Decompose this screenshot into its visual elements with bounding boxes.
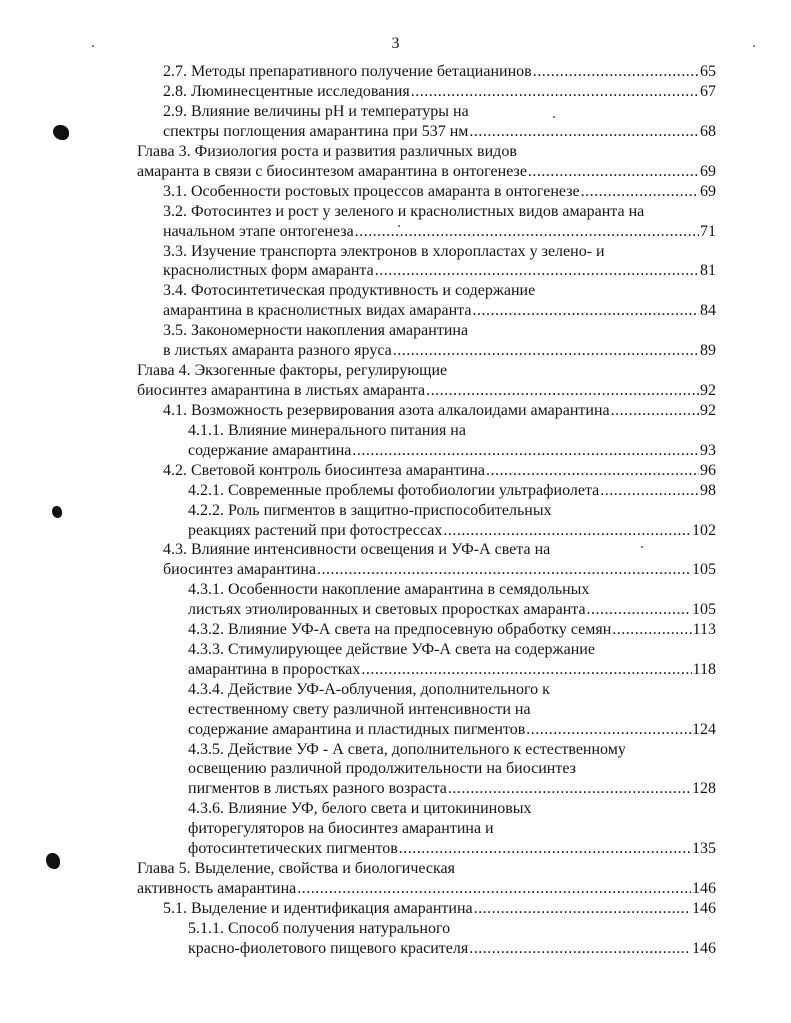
toc-entry: амаранта в связи с биосинтезом амарантина в онтогенезе ..... 69 xyxy=(137,162,716,182)
toc-entry: естественному свету различной интенсивности на xyxy=(188,701,531,718)
toc-entry: листьях этиолированных и световых проростках амаранта ..... 105 xyxy=(188,600,716,620)
toc-entry: Глава 4. Экзогенные факторы, регулирующие xyxy=(137,362,448,379)
toc-entry: фиторегуляторов на биосинтез амарантина и xyxy=(188,820,494,837)
toc-entry: 4.3.5. Действие УФ - А света, дополнительного к естественному xyxy=(188,741,626,758)
scan-speck xyxy=(553,116,555,118)
toc-entry: 5.1. Выделение и идентификация амарантина ..... 146 xyxy=(163,899,716,919)
toc-entry: 2.9. Влияние величины pH и температуры на xyxy=(163,103,469,120)
toc-entry: 4.2.2. Роль пигментов в защитно-приспособительных xyxy=(188,502,552,519)
toc-entry: 2.7. Методы препаративного получение бетацианинов ..... 65 xyxy=(163,62,716,82)
toc-entry: 4.3.4. Действие УФ-А-облучения, дополнительного к xyxy=(188,681,550,698)
toc-entry: 4.3.2. Влияние УФ-А света на предпосевную обработку семян ..... 113 xyxy=(188,620,716,640)
toc-entry: биосинтез амарантина в листьях амаранта ..... 92 xyxy=(137,381,716,401)
toc-entry: 4.1. Возможность резервирования азота алкалоидами амарантина ..... 92 xyxy=(163,401,716,421)
toc-entry: 4.3.6. Влияние УФ, белого света и цитокининовых xyxy=(188,800,532,817)
scan-blot xyxy=(52,506,62,518)
toc-entry: содержание амарантина и пластидных пигментов ..... 124 xyxy=(188,720,716,740)
page-number: 3 xyxy=(391,35,400,52)
scan-speck xyxy=(641,546,643,548)
toc-entry: 3.3. Изучение транспорта электронов в хлоропластах у зелено- и xyxy=(163,243,605,260)
toc-entry: в листьях амаранта разного яруса ..... 89 xyxy=(163,341,716,361)
toc-entry: активность амарантина ..... 146 xyxy=(137,879,716,899)
toc-entry: амарантина в проростках ..... 118 xyxy=(188,660,716,680)
toc-entry: 4.1.1. Влияние минерального питания на xyxy=(188,422,466,439)
toc-entry: 3.1. Особенности ростовых процессов амаранта в онтогенезе ..... 69 xyxy=(163,182,716,202)
toc-entry: фотосинтетических пигментов ..... 135 xyxy=(188,839,716,859)
toc-entry: 4.3.1. Особенности накопление амарантина в семядольных xyxy=(188,581,590,598)
toc-entry: 4.3. Влияние интенсивности освещения и УФ-А света на xyxy=(163,541,551,558)
toc-entry: освещению различной продолжительности на биосинтез xyxy=(188,760,576,777)
toc-entry: 4.2. Световой контроль биосинтеза амарантина ..... 96 xyxy=(163,461,716,481)
scan-speck xyxy=(753,45,755,47)
toc-entry: начальном этапе онтогенеза ..... 71 xyxy=(163,222,716,242)
toc-entry: пигментов в листьях разного возраста ..... 128 xyxy=(188,779,716,799)
toc-entry: 4.3.3. Стимулирующее действие УФ-А света на содержание xyxy=(188,641,595,658)
toc-entry: Глава 5. Выделение, свойства и биологическая xyxy=(137,860,456,877)
scan-blot xyxy=(53,125,69,140)
toc-entry: 5.1.1. Способ получения натурального xyxy=(188,920,451,937)
toc-entry: биосинтез амарантина ..... 105 xyxy=(163,560,716,580)
toc-entry: амарантина в краснолистных видах амаранта ..... 84 xyxy=(163,301,716,321)
toc-entry: 4.2.1. Современные проблемы фотобиологии ультрафиолета ..... 98 xyxy=(188,481,716,501)
toc-entry: 2.8. Люминесцентные исследования ..... 67 xyxy=(163,82,716,102)
toc-entry: 3.4. Фотосинтетическая продуктивность и содержание xyxy=(163,282,536,299)
toc-entry: красно-фиолетового пищевого красителя ..... 146 xyxy=(188,939,716,959)
toc-entry: спектры поглощения амарантина при 537 нм ..... 68 xyxy=(163,122,716,142)
toc-entry: Глава 3. Физиология роста и развития различных видов xyxy=(137,143,517,160)
toc-entry: реакциях растений при фотострессах ..... 102 xyxy=(188,521,716,541)
toc-entry: содержание амарантина ..... 93 xyxy=(188,441,716,461)
scan-speck xyxy=(92,45,94,47)
scan-blot xyxy=(46,853,60,869)
toc-entry: 3.2. Фотосинтез и рост у зеленого и краснолистных видов амаранта на xyxy=(163,203,645,220)
toc-entry: 3.5. Закономерности накопления амарантина xyxy=(163,322,469,339)
scan-speck xyxy=(398,225,400,227)
toc-entry: краснолистных форм амаранта ..... 81 xyxy=(163,261,716,281)
